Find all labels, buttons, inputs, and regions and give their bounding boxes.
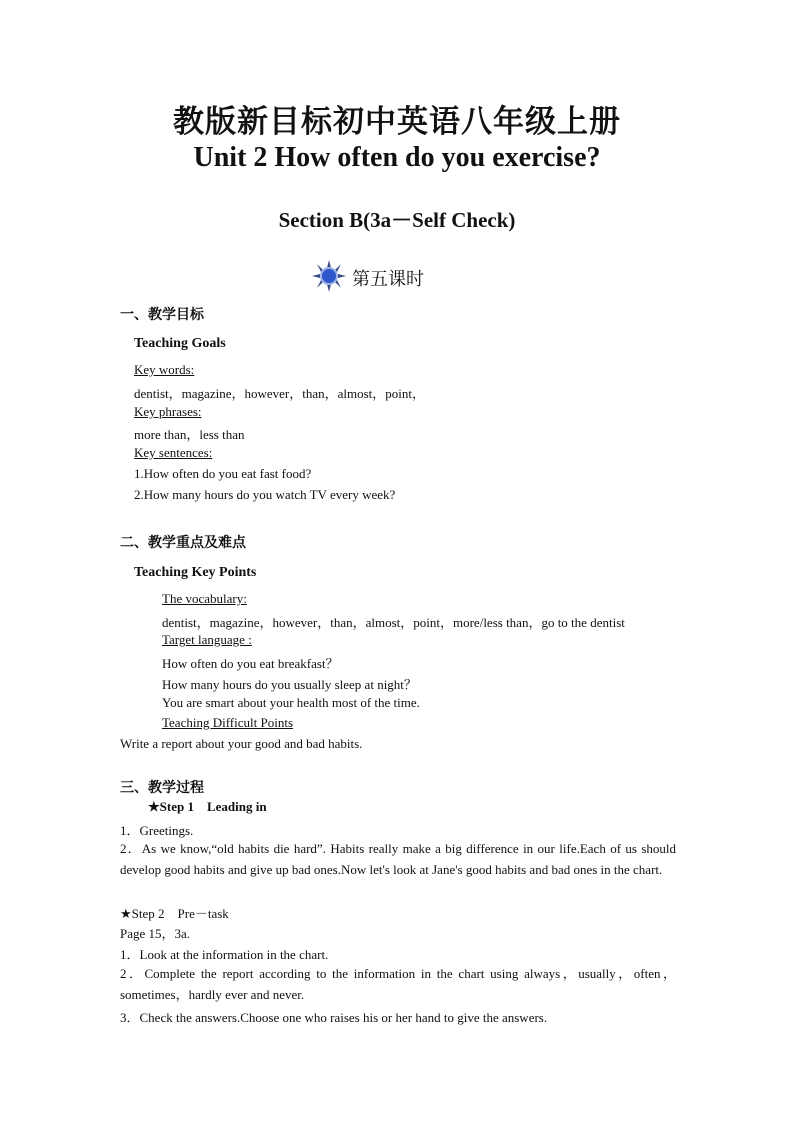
- heading-key-points: 二、教学重点及难点: [120, 535, 246, 551]
- heading-teaching-goals: 一、教学目标: [120, 307, 204, 323]
- vocabulary: dentist，magazine，however，than，almost，point，more/less than，go to the dentist: [162, 615, 625, 630]
- section-title: Section B(3a－Self Check): [278, 208, 516, 232]
- key-phrases: more than，less than: [134, 427, 245, 442]
- difficult-points: Write a report about your good and bad habits.: [120, 736, 363, 751]
- key-phrases-label: Key phrases:: [134, 404, 202, 419]
- subheading-key-points: Teaching Key Points: [134, 565, 257, 580]
- target-sentence-3: You are smart about your health most of the time.: [162, 695, 420, 710]
- step-2-heading: ★Step 2 Pre－task: [120, 906, 229, 921]
- key-words-label: Key words:: [134, 362, 195, 377]
- sun-icon: [312, 260, 346, 297]
- process-item-1: 1．Greetings.: [120, 823, 194, 838]
- unit-title: Unit 2 How often do you exercise?: [193, 142, 601, 173]
- step2-item-1: 1．Look at the information in the chart.: [120, 947, 329, 962]
- lesson-header: [312, 262, 424, 294]
- process-paragraph-2: 2．As we know,“old habits die hard”. Habits really make a big difference in our life.Each of us should develop good habits and give up bad ones.Now let's look at Jane's good habits and bad ones in the chart.: [120, 841, 676, 877]
- page-reference: Page 15，3a.: [120, 926, 191, 941]
- key-words: dentist，magazine，however，than，almost，point，: [134, 386, 425, 401]
- difficult-points-label: Teaching Difficult Points: [162, 715, 293, 730]
- key-sentence-2: 2.How many hours do you watch TV every week?: [134, 487, 396, 502]
- document-title-chinese: 教版新目标初中英语八年级上册: [173, 104, 621, 140]
- vocabulary-label: The vocabulary:: [162, 591, 247, 606]
- key-sentence-1: 1.How often do you eat fast food?: [134, 466, 312, 481]
- subheading-teaching-goals: Teaching Goals: [134, 336, 226, 351]
- step2-item-2: 2．Complete the report according to the information in the chart using always，usually，often，sometimes，hardly ever and never.: [120, 966, 676, 1002]
- heading-teaching-process: 三、教学过程: [120, 780, 204, 796]
- target-sentence-1: How often do you eat breakfast？: [162, 656, 339, 671]
- lesson-label: 第五课时: [352, 269, 424, 290]
- step2-item-3: 3．Check the answers.Choose one who raises his or her hand to give the answers.: [120, 1010, 548, 1025]
- key-sentences-label: Key sentences:: [134, 445, 213, 460]
- target-language-label: Target language :: [162, 632, 252, 647]
- step-1-heading: ★Step 1 Leading in: [148, 799, 267, 814]
- target-sentence-2: How many hours do you usually sleep at night？: [162, 677, 417, 692]
